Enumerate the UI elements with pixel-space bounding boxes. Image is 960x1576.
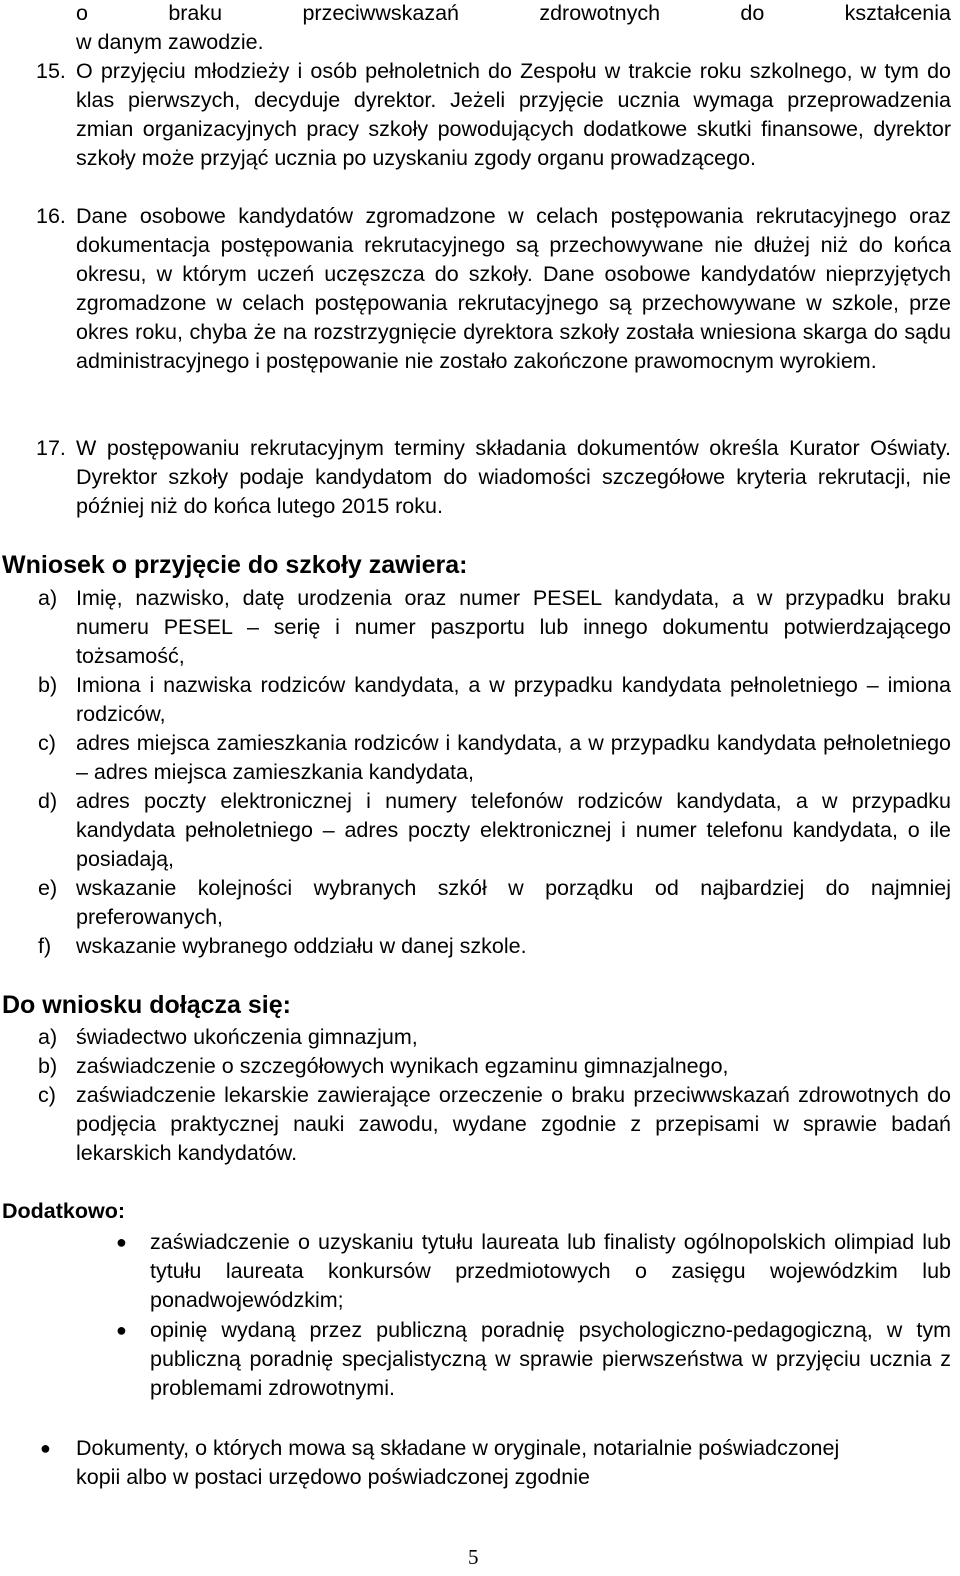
application-item-f-letter: f) bbox=[38, 934, 52, 958]
application-item-f: wskazanie wybranego oddziału w danej szkole. bbox=[76, 934, 527, 958]
additional-heading: Dodatkowo: bbox=[2, 1199, 126, 1223]
point-number-16: 16. bbox=[36, 204, 66, 228]
point-16-text: Dane osobowe kandydatów zgromadzone w celach postępowania rekrutacyjnego oraz dokumentacja postępowania rekrutacyjnego są przechowywane nie dłużej niż do końca okresu, w którym uczeń uczęszcza do szkoły. Dane osobowe kandydatów nieprzyjętych zgromadzone w celach postępowania rekrutacyjnego są przechowywane w szkole, prze okres roku, chyba że na rozstrzygnięcie dyrektora szkoły została wniesiona skarga do sądu administracyjnego i postępowanie nie zostało zakończone prawomocnym wyrokiem. bbox=[76, 204, 951, 373]
point-17-text: W postępowaniu rekrutacyjnym terminy składania dokumentów określa Kurator Oświaty. Dyrektor szkoły podaje kandydatom do wiadomości szczegółowe kryteria rekrutacji, nie później niż do końca lutego 2015 roku. bbox=[76, 436, 951, 518]
application-item-b: Imiona i nazwiska rodziców kandydata, a w przypadku kandydata pełnoletniego – imiona rodziców, bbox=[76, 673, 951, 726]
application-item-d-letter: d) bbox=[38, 789, 58, 813]
continuation-line-2: w danym zawodzie. bbox=[76, 30, 264, 54]
attachments-heading: Do wniosku dołącza się: bbox=[2, 991, 291, 1019]
bullet-icon: ● bbox=[116, 1320, 127, 1340]
application-item-c: adres miejsca zamieszkania rodziców i kandydata, a w przypadku kandydata pełnoletniego – adres miejsca zamieszkania kandydata, bbox=[76, 731, 951, 784]
application-item-c-letter: c) bbox=[38, 731, 56, 755]
application-item-d: adres poczty elektronicznej i numery telefonów rodziców kandydata, a w przypadku kandydata pełnoletniego – adres poczty elektronicznej i numer telefonu kandydata, o ile posiadają, bbox=[76, 789, 951, 871]
bullet-icon: ● bbox=[116, 1232, 127, 1252]
application-item-a: Imię, nazwisko, datę urodzenia oraz numer PESEL kandydata, a w przypadku braku numeru PESEL – serię i numer paszportu lub innego dokumentu potwierdzającego tożsamość, bbox=[76, 586, 951, 668]
point-number-17: 17. bbox=[36, 436, 66, 460]
application-item-e-letter: e) bbox=[38, 876, 58, 900]
attachments-item-a: świadectwo ukończenia gimnazjum, bbox=[76, 1025, 418, 1049]
attachments-item-b-letter: b) bbox=[38, 1054, 58, 1078]
additional-item-2: opinię wydaną przez publiczną poradnię psychologiczno-pedagogiczną, w tym publiczną poradnię specjalistyczną w sprawie pierwszeństwa w przyjęciu ucznia z problemami zdrowotnymi. bbox=[150, 1318, 951, 1400]
continuation-text: o braku przeciwwskazań zdrowotnych do kształcenia w danym zawodzie. bbox=[76, 0, 951, 57]
additional-item-1: zaświadczenie o uzyskaniu tytułu laureata lub finalisty ogólnopolskich olimpiad lub tytułu laureata konkursów przedmiotowych o zasięgu wojewódzkim lub ponadwojewódzkim; bbox=[150, 1230, 951, 1312]
bullet-icon: ● bbox=[40, 1438, 51, 1458]
application-item-b-letter: b) bbox=[38, 673, 58, 697]
application-heading: Wniosek o przyjęcie do szkoły zawiera: bbox=[2, 551, 468, 579]
application-item-a-letter: a) bbox=[38, 586, 58, 610]
documents-note: Dokumenty, o których mowa są składane w oryginale, notarialnie poświadczonej kopii albo w postaci urzędowo poświadczonej zgodnie bbox=[76, 1436, 840, 1489]
attachments-item-b: zaświadczenie o szczegółowych wynikach egzaminu gimnazjalnego, bbox=[76, 1054, 729, 1078]
page-number: 5 bbox=[468, 1545, 479, 1569]
point-number-15: 15. bbox=[36, 59, 66, 83]
point-15-text: O przyjęciu młodzieży i osób pełnoletnich do Zespołu w trakcie roku szkolnego, w tym do klas pierwszych, decyduje dyrektor. Jeżeli przyjęcie ucznia wymaga przeprowadzenia zmian organizacyjnych pracy szkoły powodujących dodatkowe skutki finansowe, dyrektor szkoły może przyjąć ucznia po uzyskaniu zgody organu prowadzącego. bbox=[76, 59, 951, 170]
attachments-item-a-letter: a) bbox=[38, 1025, 58, 1049]
attachments-item-c: zaświadczenie lekarskie zawierające orzeczenie o braku przeciwwskazań zdrowotnych do podjęcia praktycznej nauki zawodu, wydane zgodnie z przepisami w sprawie badań lekarskich kandydatów. bbox=[76, 1083, 951, 1165]
attachments-item-c-letter: c) bbox=[38, 1083, 56, 1107]
application-item-e: wskazanie kolejności wybranych szkół w porządku od najbardziej do najmniej preferowanych, bbox=[76, 876, 951, 929]
